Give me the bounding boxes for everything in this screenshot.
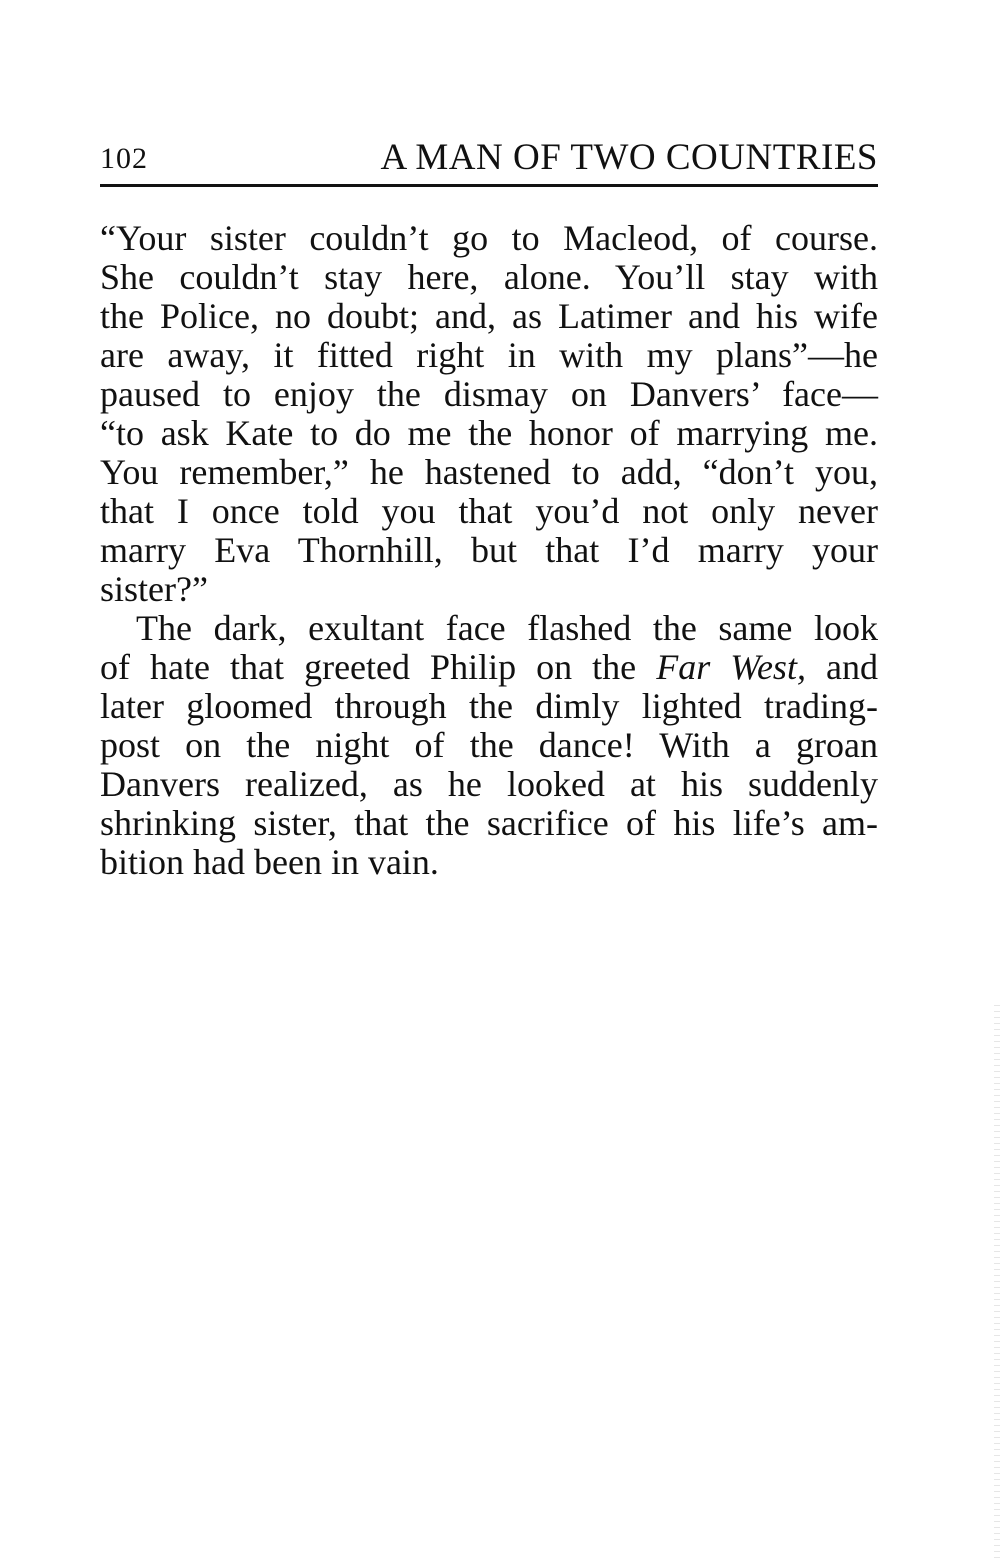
text-line: Danvers realized, as he looked at his suddenly xyxy=(100,764,878,804)
text-line: later gloomed through the dimly lighted trading- xyxy=(100,686,878,726)
paragraph-2 xyxy=(100,609,878,882)
text-line: marry Eva Thornhill, but that I’d marry your xyxy=(100,530,878,570)
text-line: are away, it fitted right in with my plans”—he xyxy=(100,335,878,375)
text-line: that I once told you that you’d not only never xyxy=(100,491,878,531)
header-rule xyxy=(100,184,878,187)
text-line: sister?” xyxy=(100,569,208,609)
text-run: and xyxy=(805,647,878,687)
scan-edge-speckle xyxy=(994,1000,1000,1560)
running-title: A MAN OF TWO COUNTRIES xyxy=(380,137,878,178)
text-line: post on the night of the dance! With a groan xyxy=(100,725,878,765)
text-line: She couldn’t stay here, alone. You’ll stay with xyxy=(100,257,878,297)
text-line: “to ask Kate to do me the honor of marrying me. xyxy=(100,413,878,453)
text-run: of hate that greeted Philip on the xyxy=(100,647,657,687)
text-line: The dark, exultant face flashed the same look xyxy=(136,608,878,648)
page-number: 102 xyxy=(100,142,148,175)
paragraph-1 xyxy=(100,219,878,609)
text-line-with-italic xyxy=(100,648,878,687)
ship-name-italic: Far West, xyxy=(656,647,806,687)
text-line: “Your sister couldn’t go to Macleod, of course. xyxy=(100,218,878,258)
running-head xyxy=(100,136,878,186)
text-line: the Police, no doubt; and, as Latimer and his wife xyxy=(100,296,878,336)
text-line: shrinking sister, that the sacrifice of his life’s am- xyxy=(100,803,878,843)
text-line: bition had been in vain. xyxy=(100,842,439,882)
text-line: paused to enjoy the dismay on Danvers’ face— xyxy=(100,374,878,414)
body-text xyxy=(100,219,878,882)
text-line: You remember,” he hastened to add, “don’t you, xyxy=(100,452,878,492)
